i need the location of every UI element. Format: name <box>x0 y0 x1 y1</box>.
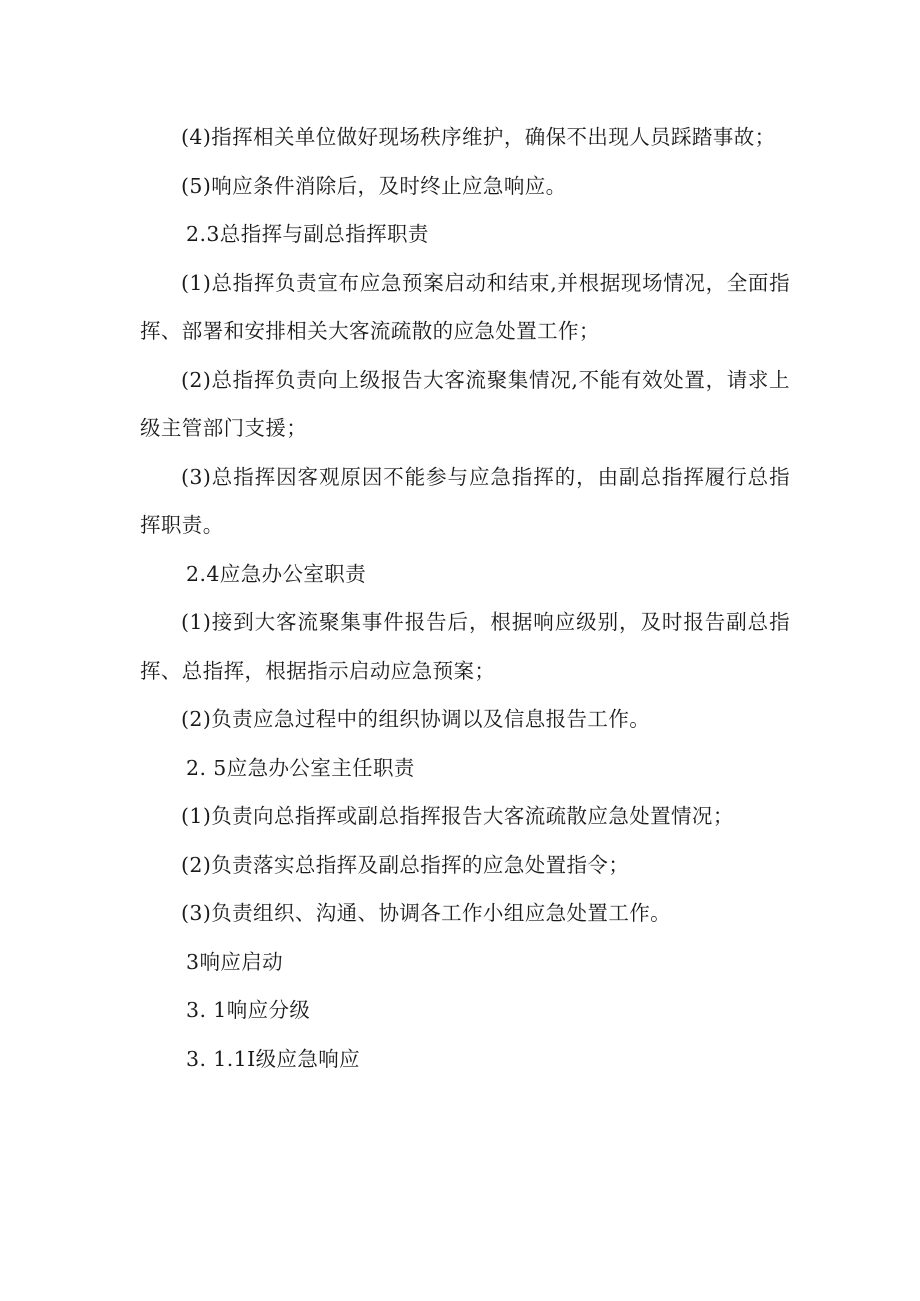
paragraph-2-4-item-1: (1)接到大客流聚集事件报告后，根据响应级别，及时报告副总指挥、总指挥，根据指示启动应急预案； <box>140 610 790 683</box>
paragraph-item-4: (4)指挥相关单位做好现场秩序维护，确保不出现人员踩踏事故； <box>181 125 776 149</box>
paragraph-2-3-item-1: (1)总指挥负责宣布应急预案启动和结束,并根据现场情况，全面指挥、部署和安排相关大客流疏散的应急处置工作； <box>140 270 790 343</box>
section-heading-3: 3响应启动 <box>186 949 284 974</box>
section-heading-2-3: 2.3总指挥与副总指挥职责 <box>186 222 429 246</box>
section-heading-3-1-1: 3. 1.1I级应急响应 <box>186 1046 361 1071</box>
paragraph-2-5-item-2: (2)负责落实总指挥及副总指挥的应急处置指令； <box>181 852 630 877</box>
section-heading-3-1: 3. 1响应分级 <box>186 998 311 1022</box>
paragraph-2-5-item-1: (1)负责向总指挥或副总指挥报告大客流疏散应急处置情况； <box>181 804 734 828</box>
paragraph-2-3-item-3: (3)总指挥因客观原因不能参与应急指挥的，由副总指挥履行总指挥职责。 <box>140 464 790 537</box>
document-body <box>140 113 790 1083</box>
paragraph-2-5-item-3: (3)负责组织、沟通、协调各工作小组应急处置工作。 <box>181 901 672 925</box>
paragraph-2-4-item-2: (2)负责应急过程中的组织协调以及信息报告工作。 <box>181 707 651 731</box>
paragraph-2-3-item-2: (2)总指挥负责向上级报告大客流聚集情况,不能有效处置，请求上级主管部门支援； <box>140 367 790 440</box>
section-heading-2-4: 2.4应急办公室职责 <box>186 561 367 586</box>
section-heading-2-5: 2. 5应急办公室主任职责 <box>186 755 415 780</box>
paragraph-item-5: (5)响应条件消除后，及时终止应急响应。 <box>181 173 567 198</box>
